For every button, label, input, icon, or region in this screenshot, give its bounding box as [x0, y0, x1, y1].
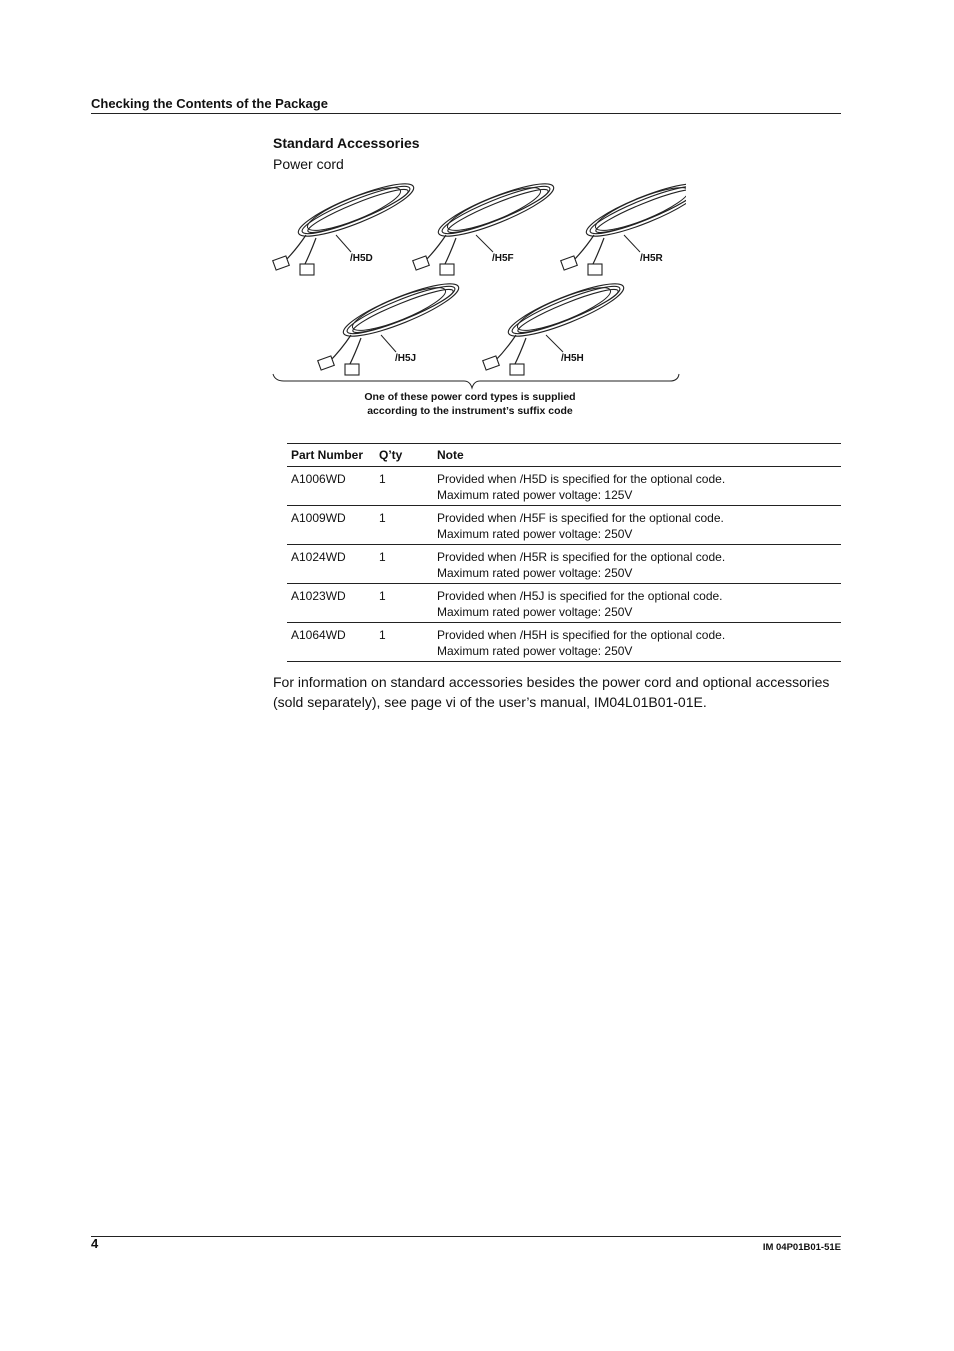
figure-brace: [273, 374, 679, 388]
figure-caption-line1: One of these power cord types is supplied: [364, 391, 576, 403]
column-header-note: Note: [437, 448, 464, 462]
note-cell: [433, 467, 841, 506]
figure-label-h5d: /H5D: [350, 253, 373, 264]
note-cell: [433, 506, 841, 545]
column-header-part-number: Part Number: [291, 448, 364, 462]
table-row: [287, 545, 841, 584]
note-cell: [433, 623, 841, 662]
note-cell: [433, 584, 841, 623]
table-row: [287, 623, 841, 662]
figure-caption-line2: according to the instrument’s suffix code: [367, 404, 573, 417]
info-paragraph: For information on standard accessories besides the power cord and optional accessories (sold separately), see page vi of the user’s manual, IM04L01B01-01E.: [273, 674, 830, 710]
part-number-cell: A1009WD: [291, 511, 346, 525]
note-line: Provided when /H5H is specified for the optional code.: [437, 628, 726, 642]
note-line: Maximum rated power voltage: 250V: [437, 566, 633, 580]
part-number-cell: A1023WD: [291, 589, 346, 603]
note-line: Maximum rated power voltage: 250V: [437, 527, 633, 541]
document-code: IM 04P01B01-51E: [762, 1242, 841, 1253]
footer-rule: [91, 1236, 841, 1237]
cord-h5h-icon: [483, 275, 629, 375]
note-line: Provided when /H5F is specified for the optional code.: [437, 511, 724, 525]
section-subtitle: Power cord: [273, 156, 344, 172]
quantity-cell: 1: [379, 472, 386, 486]
figure-label-h5h: /H5H: [561, 353, 584, 364]
part-number-cell: A1064WD: [291, 628, 346, 642]
note-line: Provided when /H5D is specified for the optional code.: [437, 472, 726, 486]
note-line: Provided when /H5J is specified for the optional code.: [437, 589, 723, 603]
quantity-cell: 1: [379, 550, 386, 564]
table-header-row: [287, 444, 841, 467]
note-line: Provided when /H5R is specified for the optional code.: [437, 550, 726, 564]
table-row: [287, 467, 841, 506]
note-cell: [433, 545, 841, 584]
part-number-cell: A1006WD: [291, 472, 346, 486]
note-line: Maximum rated power voltage: 125V: [437, 488, 633, 502]
quantity-cell: 1: [379, 589, 386, 603]
figure-label-h5r: /H5R: [640, 253, 663, 264]
figure-caption: [320, 391, 620, 418]
power-cord-illustration: [266, 170, 686, 395]
cord-h5j-icon: [318, 275, 464, 375]
table-row: [287, 584, 841, 623]
accessories-table: [287, 443, 841, 662]
page-header-title: Checking the Contents of the Package: [91, 96, 328, 111]
quantity-cell: 1: [379, 511, 386, 525]
note-line: Maximum rated power voltage: 250V: [437, 644, 633, 658]
figure-label-h5f: /H5F: [492, 253, 514, 264]
column-header-quantity: Q’ty: [379, 448, 403, 462]
page-number: 4: [91, 1236, 99, 1251]
cord-h5r-icon: [561, 175, 686, 275]
figure-label-h5j: /H5J: [395, 353, 417, 364]
part-number-cell: A1024WD: [291, 550, 346, 564]
table-row: [287, 506, 841, 545]
header-rule: [91, 113, 841, 114]
quantity-cell: 1: [379, 628, 386, 642]
section-title: Standard Accessories: [273, 135, 420, 151]
note-line: Maximum rated power voltage: 250V: [437, 605, 633, 619]
cord-h5f-icon: [413, 175, 559, 275]
cord-h5d-icon: [273, 175, 419, 275]
